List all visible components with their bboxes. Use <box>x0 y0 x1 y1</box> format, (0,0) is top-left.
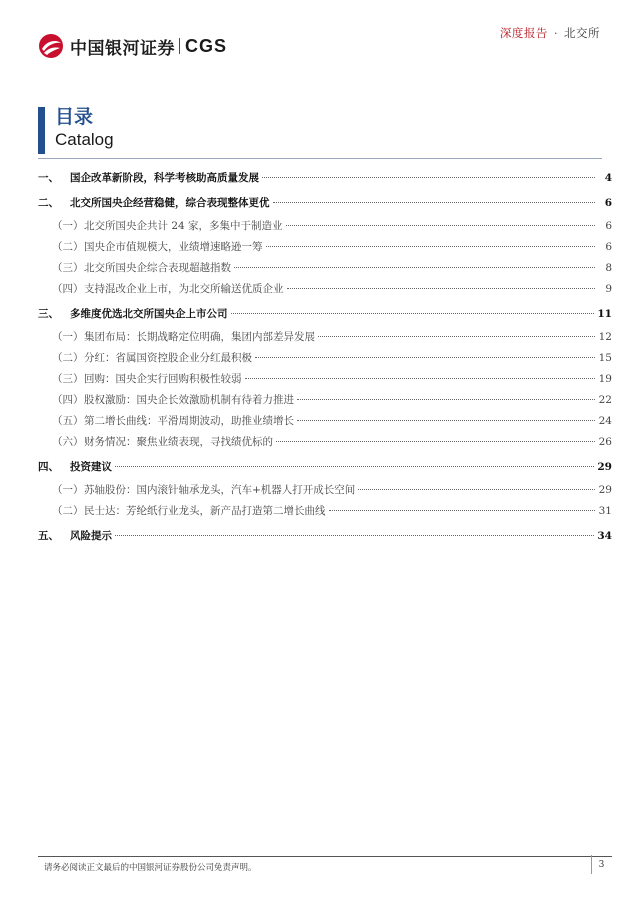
report-type: 深度报告 <box>499 26 548 40</box>
toc-title: 第二增长曲线：平滑周期波动，助推业绩增长 <box>84 415 294 427</box>
toc-title: 回购：国央企实行回购积极性较弱 <box>84 373 242 385</box>
toc-number: （三） <box>52 262 84 274</box>
toc-leader <box>234 266 595 268</box>
toc-section[interactable] <box>38 307 612 321</box>
toc-title: 投资建议 <box>70 461 112 473</box>
toc-number: （四） <box>52 283 84 295</box>
toc-title: 北交所国央企综合表现超越指数 <box>84 262 231 274</box>
toc-subsection[interactable] <box>38 372 612 386</box>
toc-title: 苏轴股份：国内滚针轴承龙头，汽车+机器人打开成长空间 <box>84 484 356 496</box>
toc-subsection[interactable] <box>38 240 612 254</box>
toc-number: （一） <box>52 331 84 343</box>
header-dot: · <box>553 26 558 40</box>
footer-divider <box>38 856 612 857</box>
market-label: 北交所 <box>564 26 600 40</box>
toc-subsection[interactable] <box>38 435 612 449</box>
page-header <box>0 0 640 66</box>
brand-separator <box>179 38 180 54</box>
toc-number: （四） <box>52 394 84 406</box>
toc-subsection[interactable] <box>38 351 612 365</box>
toc-subsection[interactable] <box>38 330 612 344</box>
page-number: 3 <box>591 855 611 874</box>
toc-leader <box>266 245 596 247</box>
toc-leader <box>245 377 596 379</box>
page-title-en: Catalog <box>55 130 114 149</box>
toc-number: （二） <box>52 505 84 517</box>
toc-title: 国央企市值规模大，业绩增速略逊一筹 <box>84 241 263 253</box>
toc-page-number: 6 <box>605 220 612 232</box>
toc-title: 多维度优选北交所国央企上市公司 <box>70 308 228 320</box>
toc-subsection[interactable] <box>38 414 612 428</box>
toc-title: 财务情况：聚焦业绩表现，寻找绩优标的 <box>84 436 273 448</box>
toc-page-number: 9 <box>605 283 612 295</box>
toc-number: （六） <box>52 436 84 448</box>
toc-number: （二） <box>52 241 84 253</box>
toc-number: （一） <box>52 220 84 232</box>
toc-section[interactable] <box>38 529 612 543</box>
toc-leader <box>286 224 595 226</box>
toc-page-number: 4 <box>604 172 612 184</box>
toc-subsection[interactable] <box>38 483 612 497</box>
toc-section[interactable] <box>38 171 612 185</box>
toc-section[interactable] <box>38 460 612 474</box>
toc-page-number: 24 <box>598 415 612 427</box>
toc-number: 四、 <box>38 461 59 473</box>
toc-leader <box>297 419 595 421</box>
toc-leader <box>231 312 595 314</box>
toc-page-number: 8 <box>605 262 612 274</box>
toc-subsection[interactable] <box>38 504 612 518</box>
toc-number: （二） <box>52 352 84 364</box>
toc-subsection[interactable] <box>38 282 612 296</box>
title-accent-bar <box>38 107 45 154</box>
toc-number: 三、 <box>38 308 59 320</box>
toc-page-number: 15 <box>598 352 612 364</box>
brand-logo <box>38 33 227 59</box>
toc-page-number: 12 <box>598 331 612 343</box>
toc-leader <box>262 176 595 178</box>
toc-leader <box>255 356 595 358</box>
toc-page-number: 11 <box>597 308 612 320</box>
toc-title: 民士达：芳纶纸行业龙头，新产品打造第二增长曲线 <box>84 505 326 517</box>
toc-leader <box>115 465 594 467</box>
toc-title: 支持混改企业上市，为北交所输送优质企业 <box>84 283 284 295</box>
galaxy-logo-icon <box>38 33 64 59</box>
brand-name-cn: 中国银河证券 <box>70 38 175 59</box>
toc-leader <box>358 488 595 490</box>
report-category <box>500 25 600 41</box>
toc-title: 股权激励：国央企长效激励机制有待着力推进 <box>84 394 294 406</box>
toc-page-number: 6 <box>605 241 612 253</box>
toc-section[interactable] <box>38 196 612 210</box>
toc-number: 五、 <box>38 530 59 542</box>
toc-leader <box>273 201 596 203</box>
toc-title: 北交所国央企共计 24 家，多集中于制造业 <box>84 220 283 232</box>
toc-page-number: 26 <box>598 436 612 448</box>
toc-page-number: 29 <box>597 461 612 473</box>
toc-subsection[interactable] <box>38 219 612 233</box>
footer-disclaimer: 请务必阅读正文最后的中国银河证券股份公司免责声明。 <box>44 863 257 873</box>
toc-page-number: 19 <box>598 373 612 385</box>
toc-leader <box>276 440 595 442</box>
toc-leader <box>318 335 595 337</box>
toc-number: 二、 <box>38 197 59 209</box>
toc-subsection[interactable] <box>38 261 612 275</box>
toc-number: （三） <box>52 373 84 385</box>
toc-number: （一） <box>52 484 84 496</box>
toc-leader <box>115 534 594 536</box>
title-divider <box>38 158 602 159</box>
toc-leader <box>287 287 596 289</box>
toc-title: 国企改革新阶段，科学考核助高质量发展 <box>70 172 259 184</box>
toc-number: 一、 <box>38 172 59 184</box>
toc-title: 集团布局：长期战略定位明确，集团内部差异发展 <box>84 331 315 343</box>
toc-title: 北交所国央企经营稳健，综合表现整体更优 <box>70 197 270 209</box>
brand-name-en: CGS <box>185 35 228 56</box>
toc-leader <box>297 398 595 400</box>
toc-number: （五） <box>52 415 84 427</box>
toc-page-number: 22 <box>598 394 612 406</box>
toc-page-number: 34 <box>597 530 612 542</box>
toc-page-number: 31 <box>598 505 612 517</box>
toc-page-number: 29 <box>598 484 612 496</box>
page-title-cn: 目录 <box>55 106 94 128</box>
toc-title: 分红：省属国资控股企业分红最积极 <box>84 352 252 364</box>
toc-leader <box>329 509 596 511</box>
toc-subsection[interactable] <box>38 393 612 407</box>
toc-page-number: 6 <box>604 197 612 209</box>
toc-title: 风险提示 <box>70 530 112 542</box>
